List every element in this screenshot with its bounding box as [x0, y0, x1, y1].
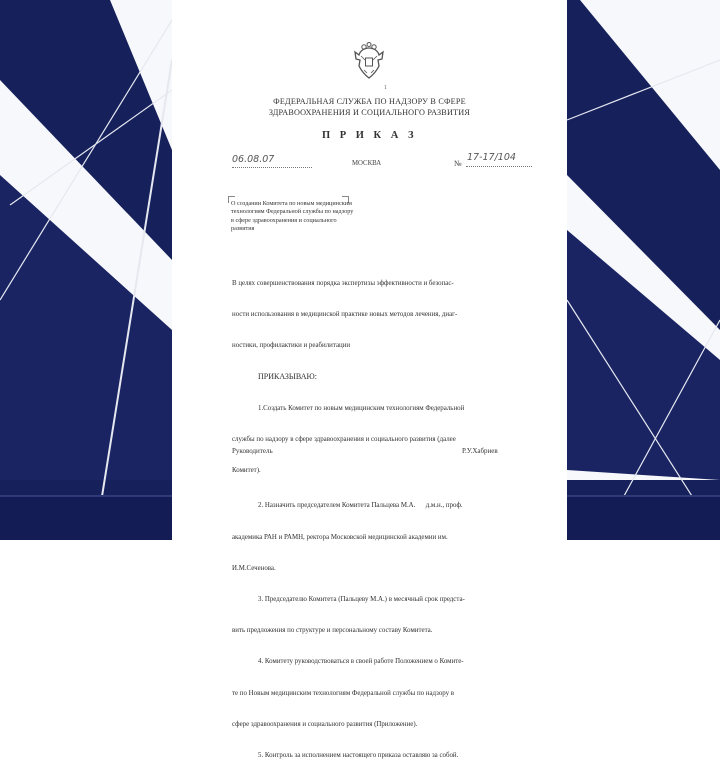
number-handwritten: 17-17/104: [467, 152, 516, 163]
body-line: В целях совершенствования порядка экспертизы эффективности и безопас-: [232, 279, 454, 287]
body-line: 5. Контроль за исполнением настоящего приказа оставляю за собой.: [258, 752, 459, 760]
order-body: [232, 258, 560, 782]
body-line: академика РАН и РАМН, ректора Московской медицинской академии им.: [232, 533, 448, 541]
body-line: службы по надзору в сфере здравоохранения и социального развития (далее: [232, 435, 456, 443]
body-line: 2. Назначить председателем Комитета Пальцева М.А. д.м.н., проф.: [258, 502, 463, 510]
body-line: Комитет).: [232, 467, 261, 475]
body-line: вить предложения по структуре и персональному составу Комитета.: [232, 627, 433, 635]
body-line: сфере здравоохранения и социального развития (Приложение).: [232, 720, 418, 728]
body-line: 1.Создать Комитет по новым медицинским технологиям Федеральной: [258, 404, 465, 412]
order-heading: ПРИКАЗЫВАЮ:: [258, 372, 317, 382]
number-underline: [466, 166, 532, 167]
date-handwritten: 06.08.07: [232, 154, 275, 165]
body-line: ности использования в медицинской практике новых методов лечения, диаг-: [232, 311, 458, 319]
subject-text: О создании Комитета по новым медицинским технологиям Федеральной службы по надзору в сфере здравоохранения и социального развития: [231, 200, 354, 233]
date-underline: [232, 167, 312, 168]
coat-of-arms-emblem: [352, 42, 386, 82]
body-line: И.М.Сеченова.: [232, 564, 276, 572]
header-line-1: ФЕДЕРАЛЬНАЯ СЛУЖБА ПО НАДЗОРУ В СФЕРЕ: [273, 97, 466, 106]
number-label: №: [454, 159, 462, 168]
signature-role: Руководитель: [232, 447, 273, 455]
document-page: [172, 0, 567, 760]
header-line-2: ЗДРАВООХРАНЕНИЯ И СОЦИАЛЬНОГО РАЗВИТИЯ: [268, 108, 471, 117]
body-line: 4. Комитету руководствоваться в своей работе Положением о Комите-: [258, 658, 464, 666]
body-line: ностики, профилактики и реабилитации: [232, 342, 351, 350]
page-marker: 1: [384, 85, 387, 91]
body-line: 3. Председателю Комитета (Пальцеву М.А.) в месячный срок предста-: [258, 596, 465, 603]
body-line: те по Новым медицинским технологиям Федеральной службы по надзору в: [232, 689, 455, 697]
document-title: П Р И К А З: [321, 130, 418, 141]
city-label: МОСКВА: [352, 160, 382, 167]
signature-name: Р.У.Хабриев: [462, 447, 498, 455]
